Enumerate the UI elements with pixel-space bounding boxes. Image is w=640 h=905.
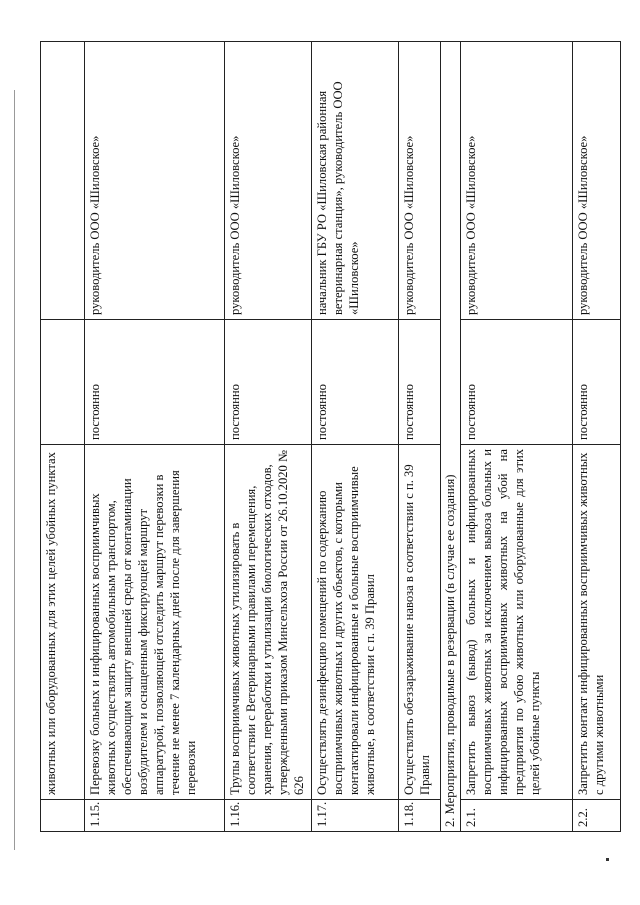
row-measure-text: Трупы восприимчивых животных утилизировать в соответствии с Ветеринарными правилами перемещения, хранения, переработки и утилизации биологических отходов, утвержденными приказом Минсельхоза России от 26.10.2020 № 626 bbox=[225, 445, 312, 800]
row-responsible bbox=[41, 42, 85, 320]
row-number: 1.17. bbox=[312, 800, 399, 832]
row-measure-text: Запретить контакт инфицированных восприимчивых животных с другими животными bbox=[573, 445, 621, 800]
row-responsible: руководитель ООО «Шиловское» bbox=[399, 42, 441, 320]
row-measure-text: Осуществлять дезинфекцию помещений по содержанию восприимчивых животных и других объектов, с которыми контактировали инфицированные и больные восприимчивые животные, в соответствии с п. 39 Правил bbox=[312, 445, 399, 800]
row-measure-text: Осуществлять обеззараживание навоза в соответствии с п. 39 Правил bbox=[399, 445, 441, 800]
row-responsible: руководитель ООО «Шиловское» bbox=[225, 42, 312, 320]
row-responsible: руководитель ООО «Шиловское» bbox=[573, 42, 621, 320]
row-period: постоянно bbox=[461, 320, 573, 445]
row-measure-text: Перевозку больных и инфицированных восприимчивых животных осуществлять автомобильным транспортом, обеспечивающим защиту внешней среды от контаминации возбудителем и оснащенным фиксирующей маршрут аппаратурой, позволяющей отследить маршрут перевозки в течение не менее 7 календарных дней после для завершения перевозки bbox=[85, 445, 225, 800]
table-row bbox=[41, 42, 85, 832]
row-number: 2.2. bbox=[573, 800, 621, 832]
row-number: 1.16. bbox=[225, 800, 312, 832]
rotated-table-wrapper bbox=[40, 42, 620, 832]
measures-table bbox=[40, 41, 621, 832]
row-responsible: руководитель ООО «Шиловское» bbox=[85, 42, 225, 320]
row-measure-text: животных или оборудованных для этих целей убойных пунктах bbox=[41, 445, 85, 800]
scan-edge-mark bbox=[14, 90, 15, 850]
row-period bbox=[41, 320, 85, 445]
row-responsible: руководитель ООО «Шиловское» bbox=[461, 42, 573, 320]
table-row bbox=[399, 42, 441, 832]
row-number: 1.15. bbox=[85, 800, 225, 832]
table-row bbox=[461, 42, 573, 832]
table-row bbox=[85, 42, 225, 832]
table-row bbox=[573, 42, 621, 832]
table-row bbox=[312, 42, 399, 832]
row-period: постоянно bbox=[225, 320, 312, 445]
row-period: постоянно bbox=[399, 320, 441, 445]
row-number: 2.1. bbox=[461, 800, 573, 832]
row-measure-text: Запретить вывоз (вывод) больных и инфицированных восприимчивых животных за исключением вывоза больных и инфицированных восприимчивых животных на убой на предприятия по убою животных или оборудованные для этих целей убойные пункты bbox=[461, 445, 573, 800]
section-heading: 2. Мероприятия, проводимые в резервации (в случае ее создания) bbox=[441, 42, 461, 832]
table-row bbox=[225, 42, 312, 832]
row-number bbox=[41, 800, 85, 832]
row-number: 1.18. bbox=[399, 800, 441, 832]
row-responsible: начальник ГБУ РО «Шиловская районная ветеринарная станция», руководитель ООО «Шиловское» bbox=[312, 42, 399, 320]
row-period: постоянно bbox=[85, 320, 225, 445]
row-period: постоянно bbox=[573, 320, 621, 445]
row-period: постоянно bbox=[312, 320, 399, 445]
section-heading-row bbox=[441, 42, 461, 832]
scan-dot bbox=[606, 858, 609, 861]
